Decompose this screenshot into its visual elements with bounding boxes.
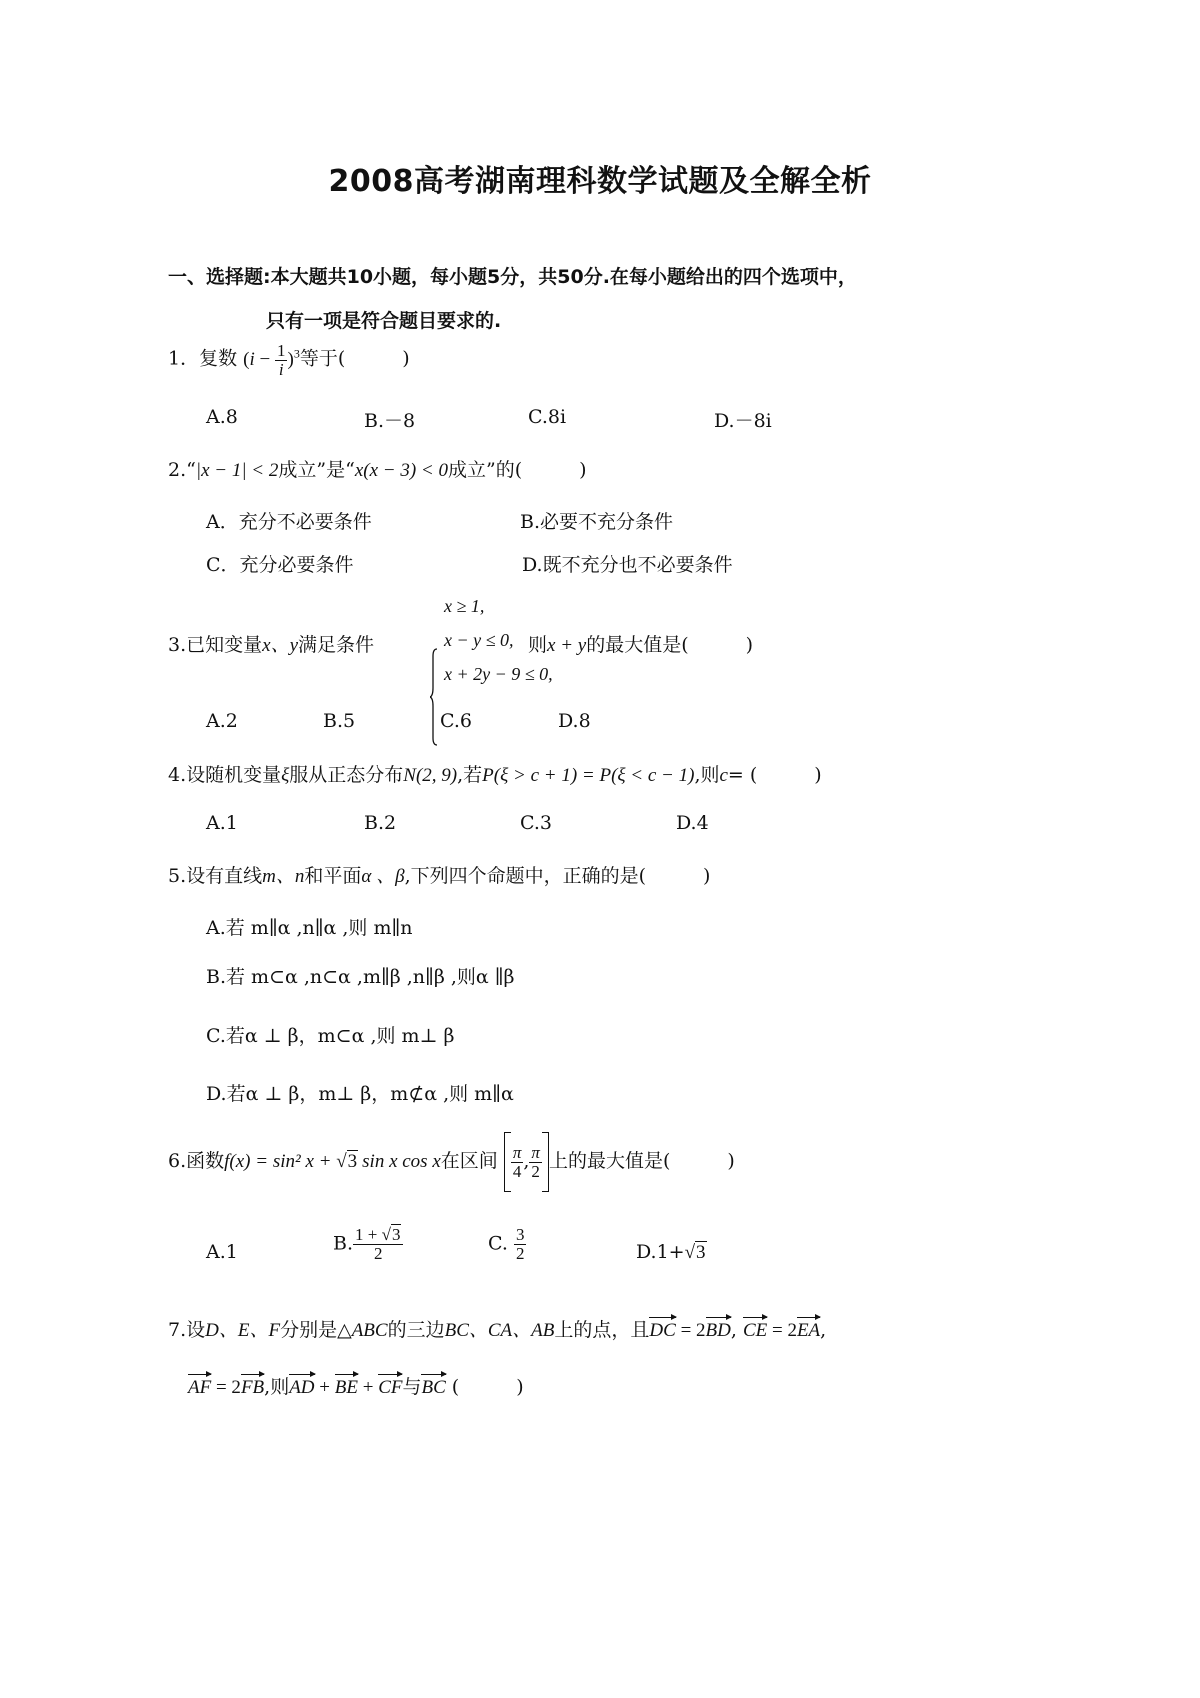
q1-option-d: D.－8i [714, 410, 772, 432]
vector-cf: CF [378, 1373, 402, 1399]
q2-option-c: C．充分必要条件 [206, 554, 354, 576]
question-6 [168, 1132, 735, 1192]
constraint-1: x ≥ 1, [444, 596, 485, 616]
q5-option-d: D.若α ⊥ β，m⊥ β，m⊄α ,则 m∥α [206, 1083, 514, 1105]
equals: = 2 [675, 1320, 706, 1341]
plus: + [357, 1377, 379, 1398]
q1-option-b: B.－8 [364, 410, 416, 432]
question-7 [168, 1315, 826, 1342]
answer-blank: = ( ) [727, 764, 822, 786]
comma: , [523, 1150, 530, 1172]
q6-option-a: A.1 [206, 1241, 238, 1263]
question-4 [168, 760, 822, 787]
question-5 [168, 861, 710, 888]
vector-fb: FB [241, 1373, 264, 1399]
q6-option-d: D.1+√3 [636, 1241, 706, 1263]
question-text: 与 [402, 1376, 422, 1398]
question-text: 4.设随机变量 [168, 764, 282, 786]
q3-option-b: B.5 [323, 710, 356, 732]
q5-option-c: C.若α ⊥ β，m⊂α ,则 m⊥ β [206, 1025, 455, 1047]
question-text: 复数 [199, 347, 238, 370]
math-expression: P(ξ > c + 1) = P(ξ < c − 1) [482, 765, 695, 786]
q4-option-d: D.4 [676, 812, 709, 834]
comma: , [730, 1319, 737, 1341]
page-title: 2008高考湖南理科数学试题及全解全析 [328, 164, 872, 199]
question-text: ,若 [457, 764, 483, 786]
question-text: 的三边 [387, 1319, 445, 1341]
q3-option-c: C.6 [440, 710, 472, 732]
question-number: 2. [168, 459, 187, 481]
math-expression: x + y [547, 635, 587, 656]
vector-dc: DC [649, 1316, 675, 1342]
equals: = 2 [767, 1320, 797, 1341]
question-text: 分别是△ [280, 1319, 352, 1341]
question-text: 5.设有直线 [168, 865, 263, 887]
math-expression: N(2, 9) [403, 765, 458, 786]
math-symbol: ξ [281, 765, 290, 786]
left-brace-icon [430, 648, 438, 746]
q3-option-d: D.8 [558, 710, 591, 732]
vector-ad: AD [289, 1373, 314, 1399]
math-expression: x(x − 3) < 0 [354, 460, 448, 481]
q1-option-a: A.8 [206, 406, 238, 428]
interval-frac-2: $\frac{\pi}{2}$ [531, 1142, 540, 1181]
answer-blank: 上的最大值是( ) [548, 1150, 735, 1172]
constraint-3: x + 2y − 9 ≤ 0, [444, 664, 553, 684]
right-bracket-icon [542, 1132, 549, 1192]
math-expression: |x − 1| < 2 [195, 460, 279, 481]
question-2 [168, 455, 587, 482]
question-3-tail [528, 630, 753, 657]
math-expression: sin x cos x [362, 1151, 441, 1172]
q3-option-a: A.2 [206, 710, 238, 732]
q5-option-a: A.若 m∥α ,n∥α ,则 m∥n [206, 917, 413, 939]
question-text: 6.函数 [168, 1150, 225, 1172]
math-variables: x、y [262, 635, 299, 656]
question-text: ,则 [694, 764, 720, 786]
math-symbol: BC、CA、AB [444, 1320, 555, 1341]
question-text: 则 [528, 634, 548, 656]
vector-bc: BC [421, 1373, 445, 1399]
answer-blank: 成立”的( ) [448, 459, 587, 481]
section-heading-line1: 一、选择题:本大题共10小题，每小题5分，共50分.在每小题给出的四个选项中， [168, 266, 857, 288]
question-text: 和平面 [304, 865, 362, 887]
q2-option-a: A．充分不必要条件 [206, 511, 372, 533]
q4-option-a: A.1 [206, 812, 238, 834]
section-heading-line2: 只有一项是符合题目要求的. [266, 310, 502, 332]
quote: “ [186, 459, 196, 481]
q6-option-b: B. $\frac{1 + √3}{2}$ [333, 1226, 403, 1263]
equals: = 2 [211, 1377, 241, 1398]
question-number: 1． [168, 347, 200, 370]
math-symbol: D、E、F [205, 1320, 281, 1341]
question-text: 服从正态分布 [289, 764, 404, 786]
vector-be: BE [335, 1373, 358, 1399]
q4-option-c: C.3 [520, 812, 552, 834]
question-text: 满足条件 [298, 634, 375, 656]
vector-bd: BD [706, 1316, 731, 1342]
question-text: 3.已知变量 [168, 634, 263, 656]
question-text: 上的点，且 [554, 1319, 650, 1341]
q5-option-b: B.若 m⊂α ,n⊂α ,m∥β ,n∥β ,则α ∥β [206, 966, 515, 988]
vector-ce: CE [743, 1316, 767, 1342]
vector-af: AF [188, 1373, 211, 1399]
q1-option-c: C.8i [528, 406, 567, 428]
q2-option-d: D.既不充分也不必要条件 [522, 554, 733, 576]
math-symbol: ABC [351, 1320, 388, 1341]
question-1 [168, 342, 410, 379]
sqrt-symbol: √3 [336, 1151, 358, 1172]
constraint-2: x − y ≤ 0, [444, 630, 514, 650]
interval-frac-1: $\frac{\pi}{4}$ [512, 1142, 522, 1181]
answer-blank: 等于( ) [299, 347, 410, 370]
vector-ea: EA [797, 1316, 820, 1342]
question-text: 在区间 [440, 1150, 498, 1172]
math-expression: (i − $\frac{1}{i}$ )$^3$ [243, 341, 300, 379]
question-7-line2 [188, 1372, 524, 1399]
question-text: ,则 [264, 1376, 290, 1398]
comma: , [820, 1319, 827, 1341]
question-text: 成立”是“ [278, 459, 355, 481]
q2-option-b: B.必要不充分条件 [520, 511, 674, 533]
q4-option-b: B.2 [364, 812, 397, 834]
question-text: 7.设 [168, 1319, 206, 1341]
math-symbol: m、n [262, 866, 305, 887]
answer-blank: 的最大值是( ) [586, 634, 754, 656]
q6-option-c: C. $\frac{3}{2}$ [488, 1225, 525, 1263]
left-bracket-icon [504, 1132, 511, 1192]
question-3 [168, 630, 374, 657]
plus: + [314, 1377, 335, 1398]
math-symbol: α 、β [361, 866, 405, 887]
answer-blank: ,下列四个命题中，正确的是( ) [404, 865, 711, 887]
math-expression: f(x) = sin² x + [224, 1151, 337, 1172]
math-symbol: c [719, 765, 728, 786]
answer-blank: ( ) [445, 1376, 524, 1398]
